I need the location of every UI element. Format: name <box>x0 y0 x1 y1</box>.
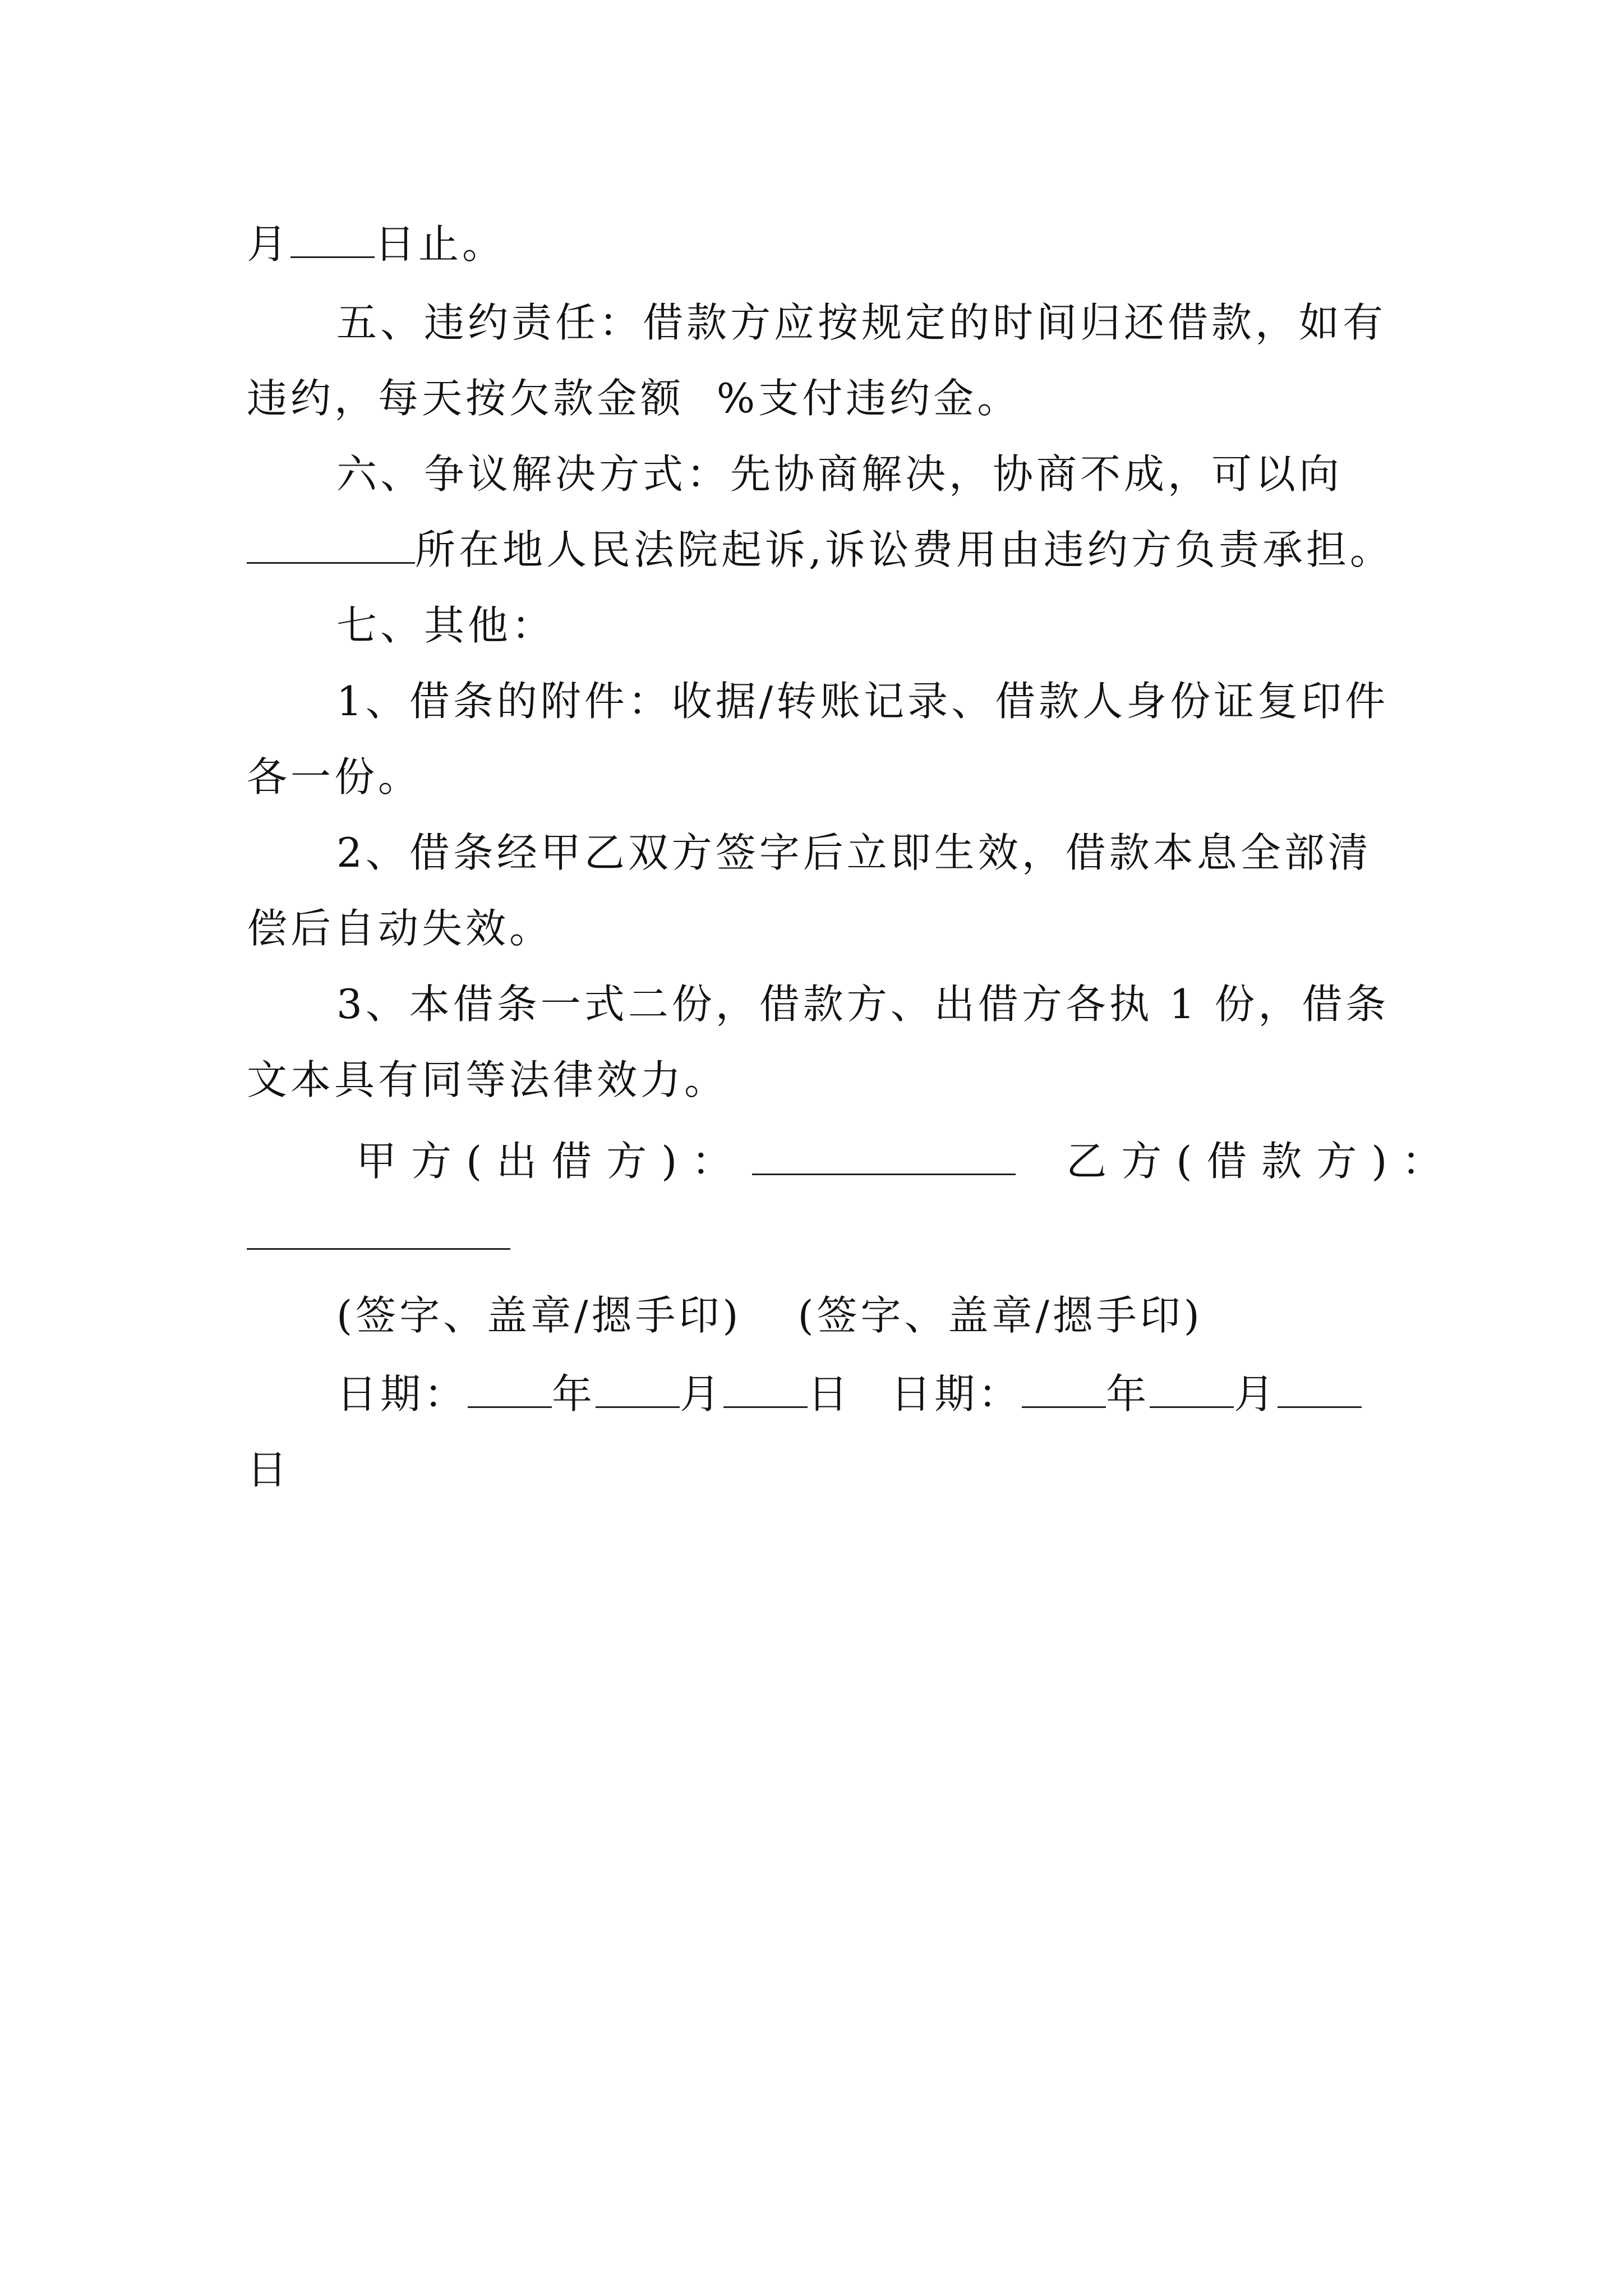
signature-parties-line <box>356 1133 1456 1189</box>
clause7-item3-line1: 3、本借条一式二份，借款方、出借方各执 1 份，借条 <box>336 981 1390 1028</box>
clause6-line2-text: 所在地人民法院起诉,诉讼费用由违约方负责承担。 <box>415 526 1394 573</box>
sign-note-a: (签字、盖章/摁手印) <box>336 1292 742 1339</box>
date-b-month-blank <box>1150 1372 1234 1408</box>
date-b-day: 日 <box>247 1446 291 1493</box>
date-b-label: 日期： <box>891 1370 1022 1418</box>
sign-notes-line <box>336 1287 1203 1343</box>
date-b-month: 月 <box>1234 1370 1278 1418</box>
clause7-heading: 七、其他： <box>336 602 556 649</box>
date-b-year-blank <box>1022 1372 1106 1408</box>
clause6-line2 <box>247 522 1394 578</box>
party-a-label: 甲方(出借方)： <box>356 1138 747 1185</box>
date-a-year: 年 <box>552 1370 596 1418</box>
clause7-item2-line2: 偿后自动失效。 <box>247 905 554 952</box>
date-b-day-blank <box>1278 1372 1362 1408</box>
clause7-item1-line2: 各一份。 <box>247 753 422 800</box>
month-end-suffix: 日止。 <box>375 220 506 268</box>
date-a-year-blank <box>468 1372 552 1408</box>
month-end-prefix: 月 <box>247 220 291 268</box>
clause7-item1-line1: 1、借条的附件：收据/转账记录、借款人身份证复印件 <box>336 678 1389 725</box>
date-a-day-blank <box>723 1372 808 1408</box>
clause7-item3-line2: 文本具有同等法律效力。 <box>247 1056 728 1103</box>
party-b-label: 乙方(借款方)： <box>1066 1138 1457 1185</box>
month-end-blank <box>291 222 375 258</box>
clause5-line1: 五、违约责任：借款方应按规定的时间归还借款，如有 <box>336 299 1387 346</box>
court-location-blank <box>247 527 415 564</box>
date-a-month: 月 <box>680 1370 724 1418</box>
date-b-year: 年 <box>1106 1370 1150 1418</box>
date-line <box>336 1366 1362 1422</box>
party-a-blank <box>752 1139 1016 1175</box>
date-a-day: 日 <box>808 1370 852 1418</box>
month-end-line <box>247 216 506 272</box>
clause6-line1: 六、争议解决方式：先协商解决，协商不成，可以向 <box>336 450 1343 498</box>
date-a-month-blank <box>596 1372 680 1408</box>
party-b-blank <box>247 1248 510 1250</box>
date-a-label: 日期： <box>336 1370 468 1418</box>
clause7-item2-line1: 2、借条经甲乙双方签字后立即生效，借款本息全部清 <box>336 829 1372 876</box>
sign-note-b: (签字、盖章/摁手印) <box>797 1292 1203 1339</box>
clause5-line2: 违约，每天按欠款金额 %支付违约金。 <box>247 375 1021 422</box>
